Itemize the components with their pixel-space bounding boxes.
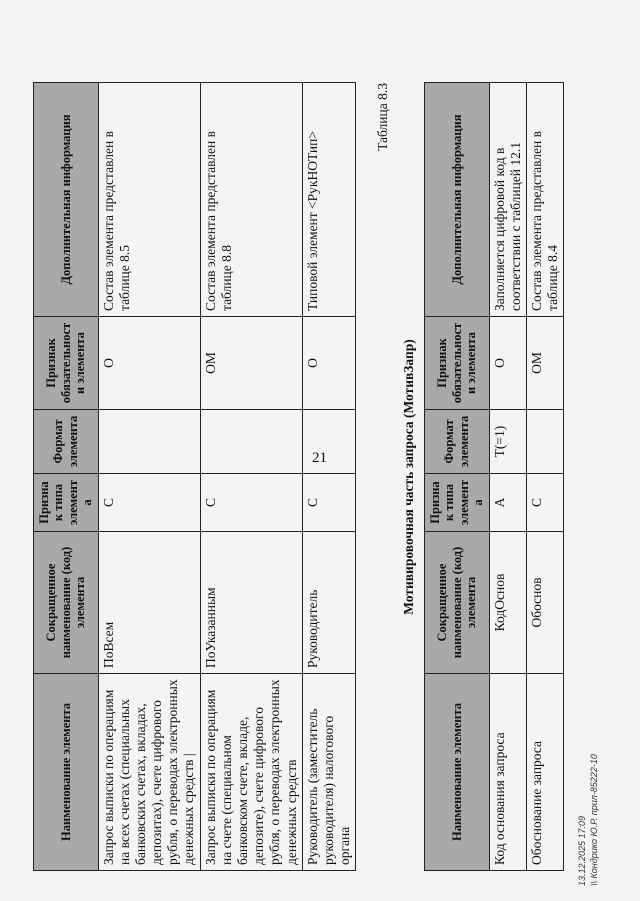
cell-format [98, 410, 200, 474]
cell-required: ОМ [526, 317, 563, 410]
table-header-row [425, 83, 490, 871]
cell-type: С [200, 474, 302, 532]
header-info: Дополнительная информация [34, 83, 99, 317]
table-row [302, 83, 356, 871]
cell-required: О [98, 317, 200, 410]
header-format: Формат элемента [425, 410, 490, 474]
header-code: Сокращенное наименование (код) элемента [34, 532, 99, 674]
table-row [489, 83, 526, 871]
elements-table [33, 82, 356, 871]
header-type: Признак типа элемента [425, 474, 490, 532]
cell-code: ПоУказанным [200, 532, 302, 674]
header-required: Признак обязательности элемента [425, 317, 490, 410]
cell-code: Обоснов [526, 532, 563, 674]
cell-format [200, 410, 302, 474]
header-type: Признак типа элемента [34, 474, 99, 532]
cell-required: ОМ [200, 317, 302, 410]
header-name: Наименование элемента [34, 674, 99, 871]
cell-type: С [302, 474, 356, 532]
cell-type: С [526, 474, 563, 532]
table-row [526, 83, 563, 871]
motivation-table [424, 82, 564, 871]
cell-info: Состав элемента представлен в таблице 8.5 [98, 83, 200, 317]
cell-code: Руководитель [302, 532, 356, 674]
cell-name: Обоснование запроса [526, 674, 563, 871]
header-code: Сокращенное наименование (код) элемента [425, 532, 490, 674]
cell-info: Заполняется цифровой код в соответствии с таблицей 12.1 [489, 83, 526, 317]
cell-required: О [302, 317, 356, 410]
rotated-page-content [33, 31, 593, 871]
cell-required: О [489, 317, 526, 410]
page-number: 21 [312, 450, 327, 466]
cell-format [302, 410, 356, 474]
cell-code: ПоВсем [98, 532, 200, 674]
header-info: Дополнительная информация [425, 83, 490, 317]
table-header-row [34, 83, 99, 871]
table-number: Таблица 8.3 [375, 83, 390, 151]
cell-name: Руководитель (заместитель руководителя) налогового органа [302, 674, 356, 871]
cell-format [526, 410, 563, 474]
cell-type: С [98, 474, 200, 532]
cell-info: Состав элемента представлен в таблице 8.8 [200, 83, 302, 317]
cell-name: Код основания запроса [489, 674, 526, 871]
table-caption: Мотивировочная часть запроса (МотивЗапр) [401, 339, 416, 615]
cell-info: Типовой элемент <РукНОТип> [302, 83, 356, 317]
header-format: Формат элемента [34, 410, 99, 474]
header-name: Наименование элемента [425, 674, 490, 871]
cell-code: КодОснов [489, 532, 526, 674]
cell-name: Запрос выписки по операциям на всех счетах (специальных банковских счетах, вкладах, депозитах), счете цифрового рубля, о переводах электронных денежных средств | [98, 674, 200, 871]
header-required: Признак обязательности элемента [34, 317, 99, 410]
signature-stamp [575, 754, 615, 888]
cell-info: Состав элемента представлен в таблице 8.4 [526, 83, 563, 317]
cell-format: Т(=1) [489, 410, 526, 474]
stamp-signer: \\ Кондрико Ю.Р. прил-85222-10 [589, 754, 599, 886]
stamp-date: 13.12.2025 17:09 [577, 815, 587, 886]
table-row [200, 83, 302, 871]
table-row [98, 83, 200, 871]
cell-type: А [489, 474, 526, 532]
cell-name: Запрос выписки по операциям на счете (специальном банковском счете, вкладе, депозите), счете цифрового рубля, о переводах электронных денежных средств [200, 674, 302, 871]
